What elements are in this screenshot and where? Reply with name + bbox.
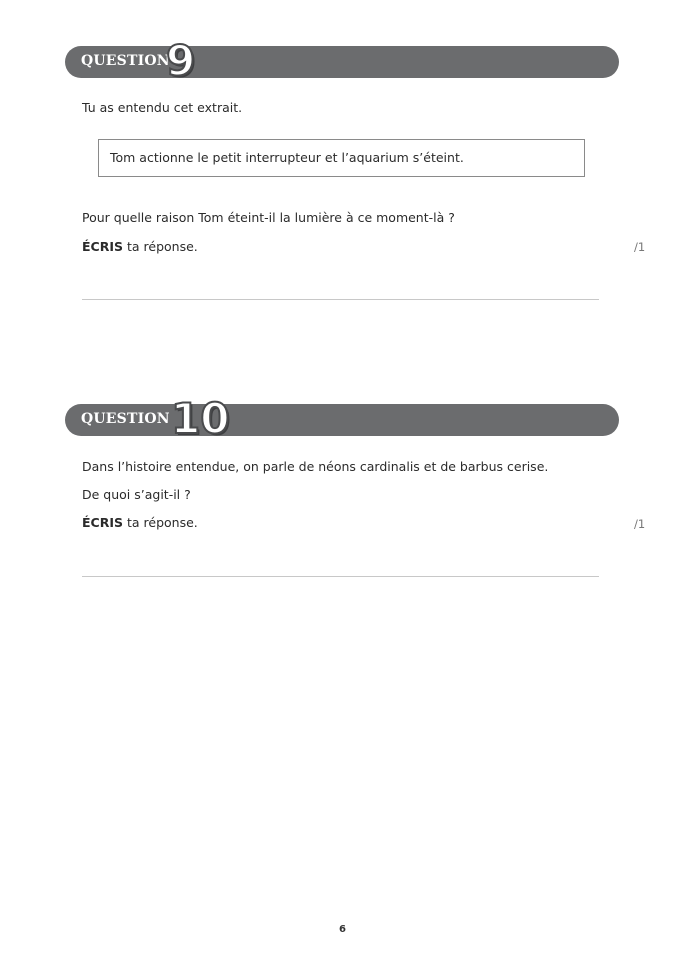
question-9-header <box>65 36 619 85</box>
question-label: QUESTION <box>81 411 170 427</box>
question-10-header <box>65 394 619 443</box>
question-9-prompt: Pour quelle raison Tom éteint-il la lumière à ce moment-là ? <box>82 210 455 225</box>
excerpt-box <box>98 139 585 177</box>
question-9-intro: Tu as entendu cet extrait. <box>82 100 243 115</box>
question-9-score: /1 <box>634 240 646 254</box>
page-number: 6 <box>339 924 346 935</box>
instruction-rest: ta réponse. <box>123 515 198 530</box>
question-number: 9 <box>166 36 196 85</box>
question-10-score: /1 <box>634 517 646 531</box>
question-number: 10 <box>171 394 230 443</box>
instruction-verb: ÉCRIS <box>82 515 123 530</box>
question-10-intro: Dans l’histoire entendue, on parle de néons cardinalis et de barbus cerise. <box>82 459 549 474</box>
question-9-answer-line[interactable] <box>82 299 599 300</box>
question-10-answer-line[interactable] <box>82 576 599 577</box>
question-10-instruction <box>82 515 198 531</box>
question-10-prompt: De quoi s’agit-il ? <box>82 487 191 502</box>
excerpt-text: Tom actionne le petit interrupteur et l’aquarium s’éteint. <box>110 150 464 165</box>
instruction-verb: ÉCRIS <box>82 239 123 254</box>
instruction-rest: ta réponse. <box>123 239 198 254</box>
question-label: QUESTION <box>81 53 170 69</box>
question-9-instruction <box>82 239 198 255</box>
